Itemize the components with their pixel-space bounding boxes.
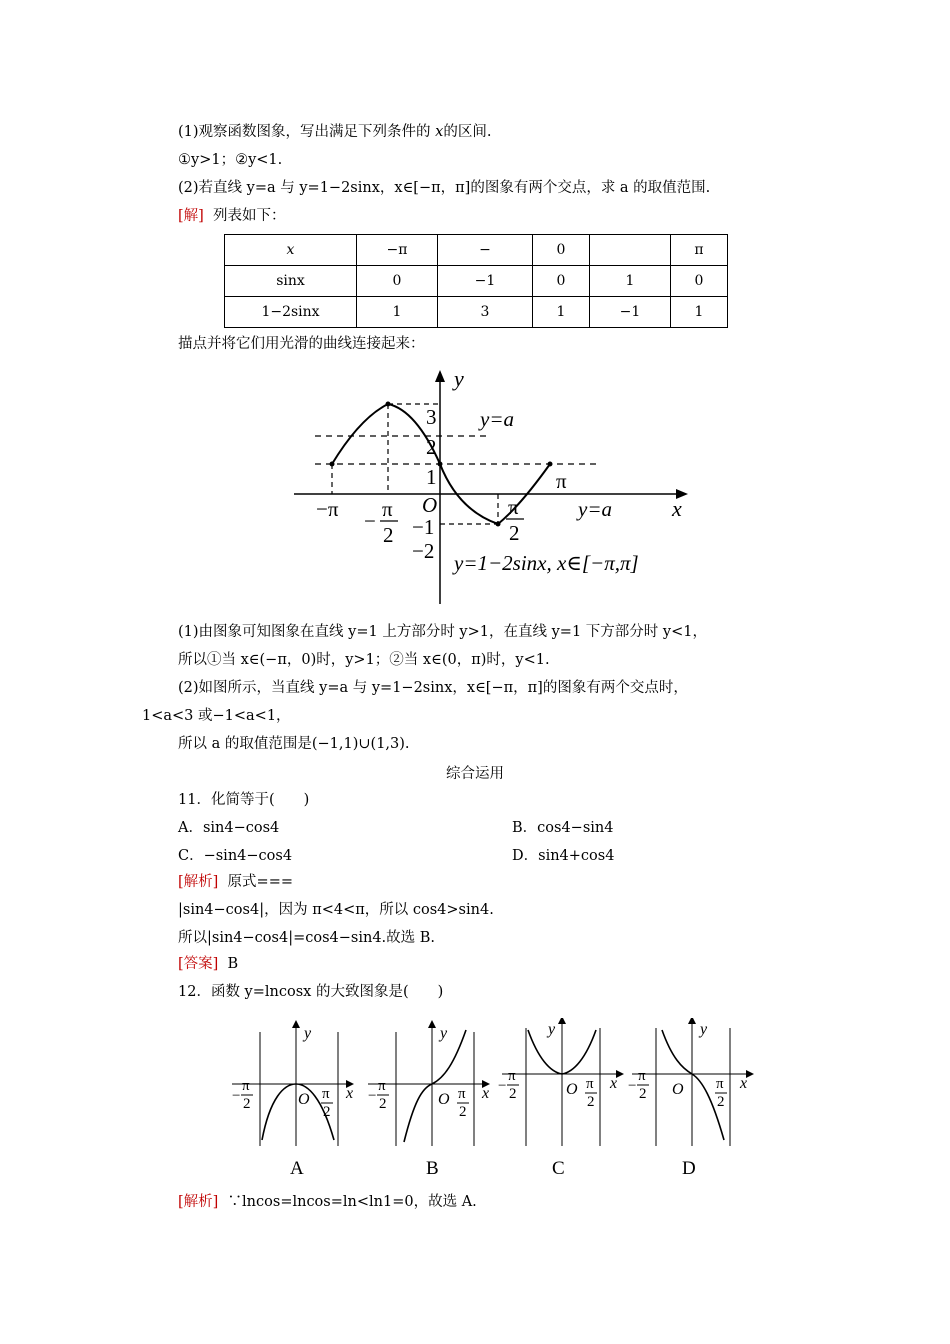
graph-c-label: C <box>552 1158 565 1179</box>
q10-solution-intro: [解] 列表如下： <box>178 208 286 224</box>
connect-text: 描点并将它们用光滑的曲线连接起来： <box>178 336 425 352</box>
svg-text:2: 2 <box>509 521 520 545</box>
answer-1a: (1)由图象可知图象在直线 y=1 上方部分时 y>1，在直线 y=1 下方部分时 y<1， <box>178 624 707 640</box>
svg-text:x: x <box>610 1075 618 1092</box>
tick-2: 2 <box>426 435 437 459</box>
graph-c <box>498 1018 624 1179</box>
svg-text:2: 2 <box>383 523 394 547</box>
q11-option-d: D．sin4+cos4 <box>512 848 615 864</box>
origin-label: O <box>422 493 438 517</box>
graph-b-label: B <box>426 1158 439 1179</box>
svg-text:π: π <box>638 1068 646 1084</box>
pi-label: π <box>556 469 567 493</box>
tick-1: 1 <box>426 465 437 489</box>
svg-text:−: − <box>498 1078 507 1094</box>
x-axis-label: x <box>672 496 682 521</box>
function-label: y=1−2sinx, x∈[−π,π] <box>454 551 639 575</box>
q11-analysis-2: |sin4−cos4|，因为 π<4<π，所以 cos4>sin4. <box>178 902 494 918</box>
answer-2c: 所以 a 的取值范围是(−1,1)∪(1,3). <box>178 736 410 752</box>
value-table <box>224 234 728 328</box>
table-row: 1−2sinx 1 3 1 −1 1 <box>225 297 728 328</box>
svg-text:2: 2 <box>459 1104 467 1120</box>
svg-text:−: − <box>628 1078 637 1094</box>
graph-a <box>232 1020 354 1179</box>
svg-text:2: 2 <box>717 1094 725 1110</box>
q11-option-b: B．cos4−sin4 <box>512 820 614 836</box>
svg-text:O: O <box>566 1081 578 1098</box>
svg-text:O: O <box>438 1091 450 1108</box>
table-row: x −π − 0 π <box>225 235 728 266</box>
svg-text:π: π <box>242 1078 250 1094</box>
q10-conditions: ①y>1；②y<1. <box>178 152 283 168</box>
svg-text:π: π <box>458 1086 466 1102</box>
svg-text:y: y <box>700 1021 708 1038</box>
svg-text:−: − <box>232 1088 241 1104</box>
graph-d <box>628 1018 754 1179</box>
q12-analysis: [解析] ∵lncos=lncos=ln<ln1=0，故选 A. <box>178 1194 477 1210</box>
svg-text:π: π <box>322 1086 330 1102</box>
table-row: sinx 0 −1 0 1 0 <box>225 266 728 297</box>
svg-text:y: y <box>304 1025 312 1042</box>
q11-answer: [答案] B <box>178 956 239 972</box>
svg-text:π: π <box>382 497 393 521</box>
svg-text:π: π <box>378 1078 386 1094</box>
graph-a-label: A <box>290 1158 304 1179</box>
tick-minus-1: −1 <box>412 515 435 539</box>
answer-2a: (2)如图所示，当直线 y=a 与 y=1−2sinx，x∈[−π，π]的图象有两个交点时， <box>178 680 688 696</box>
answer-1b: 所以①当 x∈(−π，0)时，y>1；②当 x∈(0，π)时，y<1. <box>178 652 550 668</box>
sine-graph <box>280 360 700 610</box>
svg-text:2: 2 <box>509 1086 517 1102</box>
q12-stem: 12．函数 y=lncosx 的大致图象是( ) <box>178 984 444 1000</box>
y-axis-label: y <box>454 366 464 391</box>
svg-text:O: O <box>672 1081 684 1098</box>
neg-pi-label: −π <box>316 497 339 521</box>
svg-text:π: π <box>508 495 519 519</box>
answer-2b: 1<a<3 或−1<a<1， <box>142 708 291 724</box>
svg-text:x: x <box>346 1085 354 1102</box>
svg-text:2: 2 <box>379 1096 387 1112</box>
q11-analysis-3: 所以|sin4−cos4|=cos4−sin4.故选 B. <box>178 930 436 946</box>
svg-text:x: x <box>482 1085 490 1102</box>
solution-tag: [解] <box>178 208 204 224</box>
graph-d-label: D <box>682 1158 696 1179</box>
tick-3: 3 <box>426 405 437 429</box>
q12-graphs <box>228 1018 768 1183</box>
svg-text:O: O <box>298 1091 310 1108</box>
svg-text:y: y <box>548 1021 556 1038</box>
q10-part1: (1)观察函数图象，写出满足下列条件的 x的区间. <box>178 124 492 140</box>
svg-text:2: 2 <box>243 1096 251 1112</box>
svg-text:−: − <box>364 509 376 533</box>
svg-text:−: − <box>368 1088 377 1104</box>
svg-text:2: 2 <box>323 1104 331 1120</box>
q11-analysis-1: [解析] 原式=== <box>178 874 293 890</box>
q11-option-a: A．sin4−cos4 <box>178 820 280 836</box>
line-label-upper: y=a <box>480 407 514 431</box>
q10-part2: (2)若直线 y=a 与 y=1−2sinx，x∈[−π，π]的图象有两个交点，求 a 的取值范围. <box>178 180 711 196</box>
line-label-lower: y=a <box>578 497 612 521</box>
svg-text:π: π <box>586 1076 594 1092</box>
q11-option-c: C．−sin4−cos4 <box>178 848 293 864</box>
graph-b <box>368 1020 490 1179</box>
svg-text:y: y <box>440 1025 448 1042</box>
svg-text:2: 2 <box>587 1094 595 1110</box>
svg-text:x: x <box>740 1075 748 1092</box>
tick-minus-2: −2 <box>412 539 435 563</box>
q11-stem: 11．化简等于( ) <box>178 792 310 808</box>
svg-text:2: 2 <box>639 1086 647 1102</box>
svg-text:π: π <box>716 1076 724 1092</box>
svg-text:π: π <box>508 1068 516 1084</box>
section-title: 综合运用 <box>446 766 504 782</box>
